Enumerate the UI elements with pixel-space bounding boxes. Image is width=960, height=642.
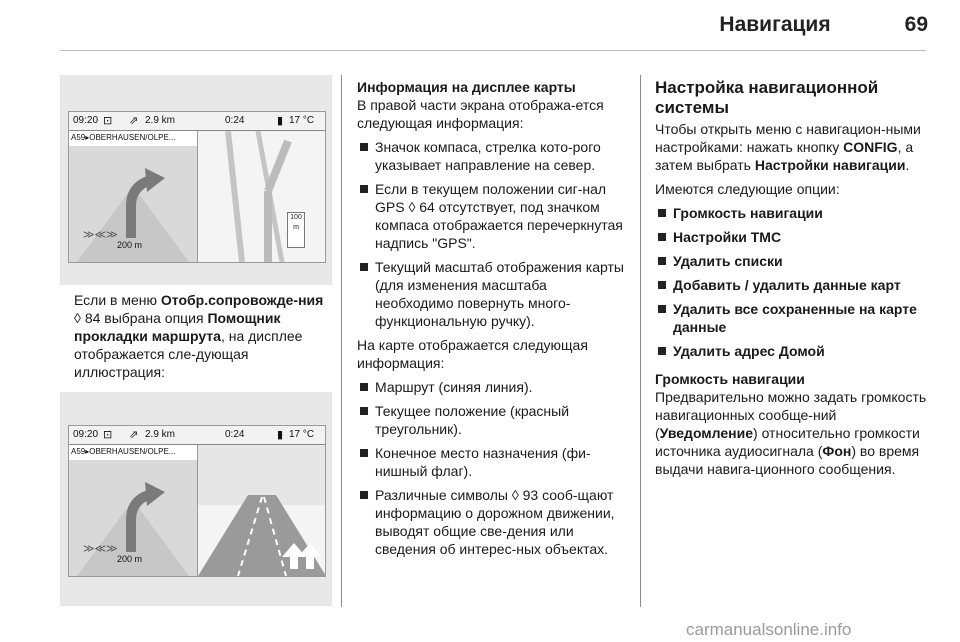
list-item: Удалить списки [655,252,927,270]
nav-display-1 [68,111,326,263]
thermometer-icon: ▮ [277,429,284,441]
eta: 0:24 [225,115,245,126]
list-item: Маршрут (синяя линия). [357,378,627,396]
nav-settings-section [655,78,927,478]
list-item: Если в текущем положении сиг-нал GPS ◊ 64 отсутствует, под значком компаса отображается перечеркнутая надпись "GPS". [357,180,627,252]
status-bar [69,426,325,445]
nav-display-2 [68,425,326,577]
section-heading: Информация на дисплее карты [357,79,576,95]
distance: 2.9 km [145,115,176,126]
column-divider-1 [341,75,342,607]
watermark: carmanualsonline.info [686,620,852,639]
nav-screenshot-panel-2 [60,392,332,606]
info-list-2 [357,378,627,558]
ref-page: 84 [84,310,101,326]
clock: 09:20 [73,115,99,126]
clock: 09:20 [73,429,99,440]
settings-intro: Чтобы открыть меню с навигацион-ными настройками: нажать кнопку CONFIG, а затем выбрать Настройки навигации. [655,121,921,173]
scale-indicator: 100 m [287,212,305,248]
list-item: Настройки TMC [655,228,927,246]
list-item: Добавить / удалить данные карт [655,276,927,294]
list-item: Громкость навигации [655,204,927,222]
info-list-1 [357,138,627,330]
menu-name: Настройки навигации [754,157,906,173]
caption-text: Если в меню Отобр.сопровожде-ния ◊ 84 выбрана опция Помощник прокладки маршрута, на дисплее отображается сле-дующая иллюстрация: [74,292,324,380]
eta: 0:24 [225,429,245,440]
options-intro: Имеются следующие опции: [655,181,840,197]
map-info-section [357,78,627,564]
map-view [197,131,326,262]
lane-view [197,445,326,576]
list-item: Удалить все сохраненные на карте данные [655,300,927,336]
sub-heading: Громкость навигации [655,371,805,387]
compass-icon: ⊡ [103,115,113,127]
list-item: Удалить адрес Домой [655,342,927,360]
section-heading: Настройка навигационной системы [655,78,879,117]
option-name: Помощник прокладки маршрута [74,310,281,344]
map-roads [198,131,326,262]
ref-arrow-icon: ◊ [74,310,81,326]
column-divider-2 [640,75,641,607]
nav-screenshot-panel-1 [60,75,332,285]
list-item: Текущее положение (красный треугольник). [357,402,627,438]
options-list [655,204,927,360]
page-title: Навигация [719,13,831,36]
header-rule [60,50,926,51]
temperature: 17 °C [289,429,315,440]
road-icon: ⇗ [129,429,139,441]
distance: 2.9 km [145,429,176,440]
lane-assist-graphic [198,445,326,576]
route-address: A59▸OBERHAUSEN/OLPE... [71,133,176,142]
svg-text:≫≪≫: ≫≪≫ [83,543,118,555]
status-bar [69,112,325,131]
section-intro-2: На карте отображается следующая информация: [357,337,588,371]
road-icon: ⇗ [129,115,139,127]
compass-icon: ⊡ [103,429,113,441]
turn-distance: 200 m [117,554,143,564]
list-item: Конечное место назначения (фи-нишный флаг). [357,444,627,480]
page-header [0,0,960,50]
list-item: Различные символы ◊ 93 сооб-щают информацию о дорожном движении, выводят общие све-дения или сведения об интерес-ных объектах. [357,486,627,558]
temperature: 17 °C [289,115,315,126]
page-number: 69 [904,13,928,36]
list-item: Текущий масштаб отображения карты (для изменения масштаба необходимо повернуть много-функциональную ручку). [357,258,627,330]
turn-distance: 200 m [117,240,143,250]
list-item: Значок компаса, стрелка кото-рого указывает направление на север. [357,138,627,174]
svg-text:≫≪≫: ≫≪≫ [83,229,118,241]
section-intro: В правой части экрана отобража-ется следующая информация: [357,97,604,131]
menu-name: Отобр.сопровожде-ния [160,292,324,308]
thermometer-icon: ▮ [277,115,284,127]
volume-text: Предварительно можно задать громкость навигационных сообще-ний (Уведомление) относительно громкости источника аудиосигнала (Фон) во время выдачи навига-ционного сообщения. [655,389,927,477]
route-address: A59▸OBERHAUSEN/OLPE... [71,447,176,456]
config-key: CONFIG [843,139,898,155]
